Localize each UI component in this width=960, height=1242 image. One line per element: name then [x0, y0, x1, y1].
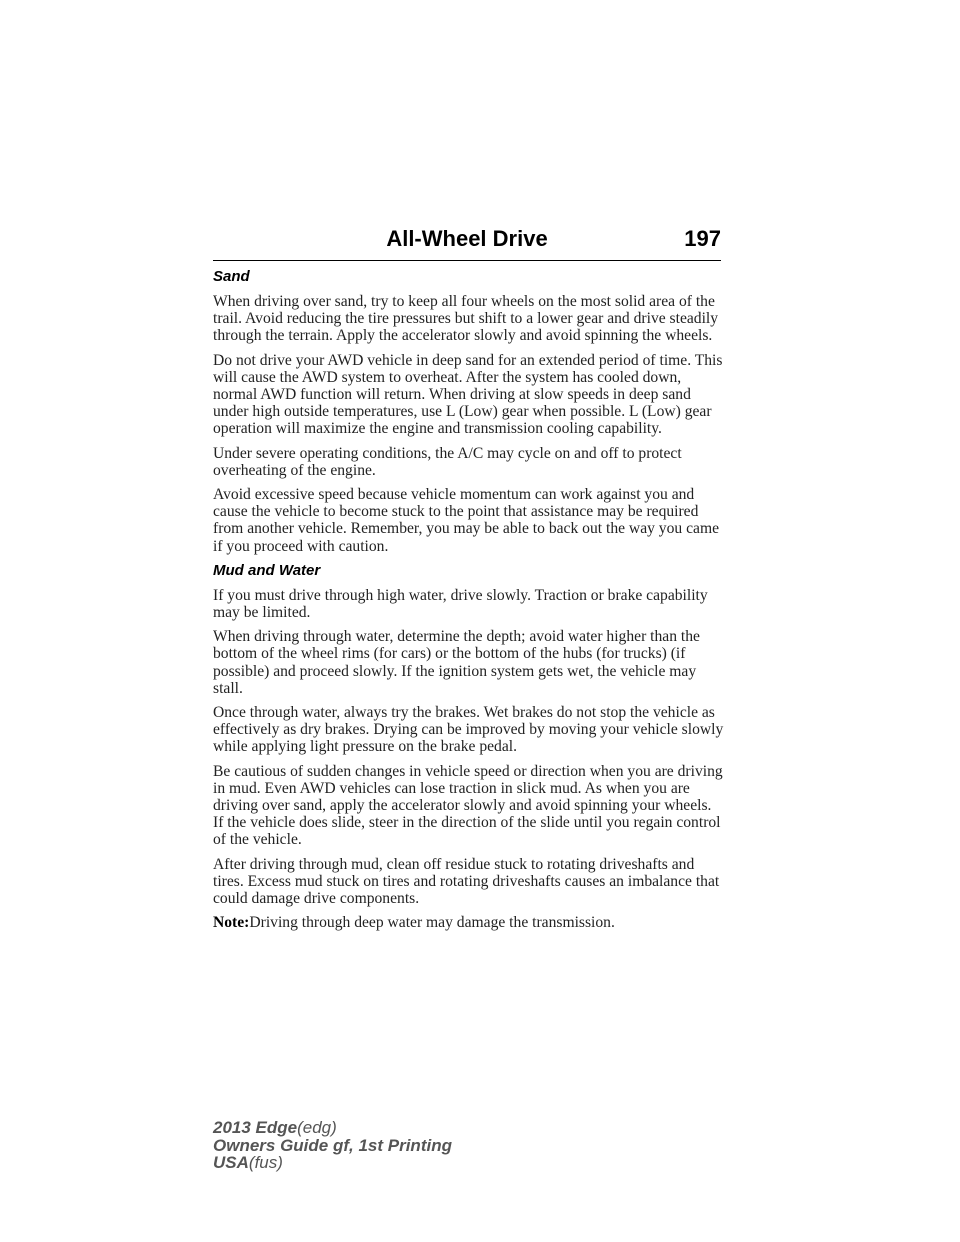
paragraph: After driving through mud, clean off residue stuck to rotating driveshafts and tires. Excess mud stuck on tires and rotating driveshafts causes an imbalance that could damage drive components. [213, 855, 720, 908]
page-content [213, 268, 725, 939]
footer-market-code: (fus) [248, 1153, 283, 1172]
footer-market: USA [213, 1153, 249, 1172]
paragraph: Do not drive your AWD vehicle in deep sand for an extended period of time. This will cause the AWD system to overheat. After the system has cooled down, normal AWD function will return. When driving at slow speeds in deep sand under high outside temperatures, use L (Low) gear when possible. L (Low) gear operation will maximize the engine and transmission cooling capability. [213, 351, 723, 438]
page-footer [213, 1119, 452, 1172]
paragraph: Under severe operating conditions, the A/C may cycle on and off to protect overheating of the engine. [213, 444, 682, 479]
footer-model: 2013 Edge [213, 1118, 298, 1137]
footer-line-market [213, 1154, 452, 1172]
footer-model-code: (edg) [297, 1118, 337, 1137]
paragraph: If you must drive through high water, drive slowly. Traction or brake capability may be limited. [213, 586, 708, 622]
note-text: Driving through deep water may damage the transmission. [249, 914, 615, 932]
paragraph: Once through water, always try the brakes. Wet brakes do not stop the vehicle as effectively as dry brakes. Drying can be improved by moving your vehicle slowly while applying light pressure on the brake pedal. [213, 704, 724, 756]
chapter-title: All-Wheel Drive [386, 226, 548, 251]
note [213, 914, 725, 931]
paragraph: When driving through water, determine the depth; avoid water higher than the bottom of the wheel rims (for cars) or the bottom of the hubs (for trucks) (if possible) and proceed slowly. If the ignition system gets wet, the vehicle may stall. [213, 628, 700, 697]
footer-line-model [213, 1119, 452, 1137]
footer-guide: Owners Guide gf, 1st Printing [213, 1135, 452, 1155]
page-number: 197 [684, 226, 721, 251]
page-header [213, 226, 721, 261]
paragraph: Be cautious of sudden changes in vehicle speed or direction when you are driving in mud. Even AWD vehicles can lose traction in slick mud. As when you are driving over sand, apply the accelerator slowly and avoid spinning your wheels. If the vehicle does slide, steer in the direction of the slide until you regain control of the vehicle. [213, 762, 723, 849]
paragraph: When driving over sand, try to keep all four wheels on the most solid area of the trail. Avoid reducing the tire pressures but shift to a lower gear and drive steadily through the terrain. Apply the accelerator slowly and avoid spinning the wheels. [213, 293, 719, 345]
note-label: Note: [213, 914, 250, 932]
paragraph: Avoid excessive speed because vehicle momentum can work against you and cause the vehicle to become stuck to the point that assistance may be required from another vehicle. Remember, you may be able to back out the way you came if you proceed with caution. [213, 486, 719, 555]
section-heading-sand: Sand [213, 268, 250, 285]
section-heading-mud-and-water: Mud and Water [213, 561, 321, 579]
